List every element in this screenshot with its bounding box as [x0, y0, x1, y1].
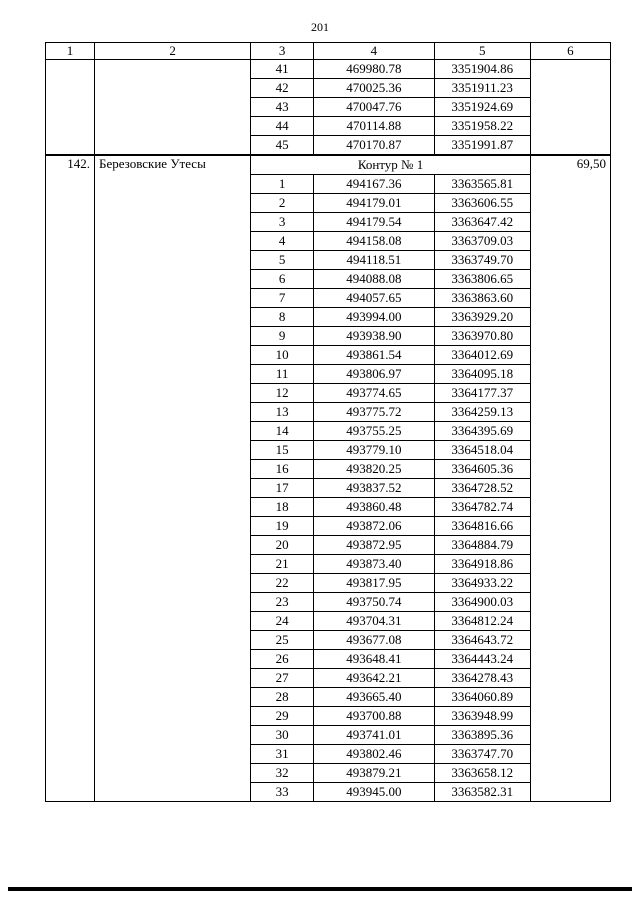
coord-x: 470047.76: [313, 98, 434, 117]
point-number: 9: [251, 327, 314, 346]
coord-y: 3363606.55: [434, 194, 530, 213]
point-number: 26: [251, 650, 314, 669]
coord-x: 493945.00: [313, 783, 434, 802]
coord-y: 3351958.22: [434, 117, 530, 136]
point-number: 25: [251, 631, 314, 650]
coord-y: 3364812.24: [434, 612, 530, 631]
coord-y: 3364900.03: [434, 593, 530, 612]
section-row: [46, 155, 611, 175]
section-number: 142.: [46, 155, 95, 802]
coord-x: 493860.48: [313, 498, 434, 517]
coord-x: 493820.25: [313, 460, 434, 479]
point-number: 42: [251, 79, 314, 98]
point-number: 33: [251, 783, 314, 802]
point-number: 24: [251, 612, 314, 631]
coord-x: 493741.01: [313, 726, 434, 745]
coord-y: 3363747.70: [434, 745, 530, 764]
coord-x: 493817.95: [313, 574, 434, 593]
contour-label: Контур № 1: [251, 155, 530, 175]
coord-y: 3364395.69: [434, 422, 530, 441]
coord-x: 493750.74: [313, 593, 434, 612]
coord-y: 3363658.12: [434, 764, 530, 783]
footer-rule: [8, 887, 632, 891]
coord-x: 493994.00: [313, 308, 434, 327]
coord-y: 3364060.89: [434, 688, 530, 707]
table-row: [46, 60, 611, 79]
coord-y: 3364518.04: [434, 441, 530, 460]
coord-y: 3363709.03: [434, 232, 530, 251]
coord-x: 493704.31: [313, 612, 434, 631]
header-col-4: 4: [313, 43, 434, 60]
point-number: 27: [251, 669, 314, 688]
section-area: 69,50: [530, 155, 610, 802]
point-number: 31: [251, 745, 314, 764]
coord-x: 494179.01: [313, 194, 434, 213]
cont-section-area: [530, 60, 610, 156]
coord-x: 470114.88: [313, 117, 434, 136]
coord-y: 3363806.65: [434, 270, 530, 289]
coord-y: 3364259.13: [434, 403, 530, 422]
coord-y: 3363929.20: [434, 308, 530, 327]
point-number: 21: [251, 555, 314, 574]
point-number: 17: [251, 479, 314, 498]
coord-x: 493872.06: [313, 517, 434, 536]
coord-y: 3351991.87: [434, 136, 530, 156]
coord-y: 3364605.36: [434, 460, 530, 479]
coord-x: 493775.72: [313, 403, 434, 422]
point-number: 16: [251, 460, 314, 479]
coord-x: 493700.88: [313, 707, 434, 726]
point-number: 8: [251, 308, 314, 327]
coord-x: 493779.10: [313, 441, 434, 460]
point-number: 11: [251, 365, 314, 384]
point-number: 7: [251, 289, 314, 308]
page-number: 201: [311, 20, 329, 34]
point-number: 44: [251, 117, 314, 136]
header-col-1: 1: [46, 43, 95, 60]
coord-x: 494167.36: [313, 175, 434, 194]
coord-y: 3364918.86: [434, 555, 530, 574]
coord-x: 469980.78: [313, 60, 434, 79]
coord-y: 3363948.99: [434, 707, 530, 726]
coord-y: 3363647.42: [434, 213, 530, 232]
point-number: 45: [251, 136, 314, 156]
coord-y: 3364884.79: [434, 536, 530, 555]
point-number: 32: [251, 764, 314, 783]
cont-section-name: [94, 60, 250, 156]
coord-x: 493872.95: [313, 536, 434, 555]
coord-y: 3364933.22: [434, 574, 530, 593]
coord-x: 493648.41: [313, 650, 434, 669]
coord-x: 493861.54: [313, 346, 434, 365]
coord-x: 493806.97: [313, 365, 434, 384]
point-number: 41: [251, 60, 314, 79]
coord-y: 3364012.69: [434, 346, 530, 365]
point-number: 23: [251, 593, 314, 612]
coord-x: 493873.40: [313, 555, 434, 574]
cont-section-number: [46, 60, 95, 156]
coord-x: 494057.65: [313, 289, 434, 308]
point-number: 29: [251, 707, 314, 726]
coord-x: 494088.08: [313, 270, 434, 289]
point-number: 10: [251, 346, 314, 365]
coord-x: 470170.87: [313, 136, 434, 156]
coord-x: 493879.21: [313, 764, 434, 783]
point-number: 18: [251, 498, 314, 517]
table-header-row: [46, 43, 611, 60]
point-number: 5: [251, 251, 314, 270]
coord-x: 470025.36: [313, 79, 434, 98]
coord-x: 493642.21: [313, 669, 434, 688]
point-number: 2: [251, 194, 314, 213]
coord-y: 3364816.66: [434, 517, 530, 536]
point-number: 6: [251, 270, 314, 289]
coord-y: 3364643.72: [434, 631, 530, 650]
coord-y: 3351911.23: [434, 79, 530, 98]
coord-y: 3364443.24: [434, 650, 530, 669]
coord-y: 3363895.36: [434, 726, 530, 745]
point-number: 19: [251, 517, 314, 536]
coord-x: 493774.65: [313, 384, 434, 403]
point-number: 28: [251, 688, 314, 707]
point-number: 30: [251, 726, 314, 745]
coord-y: 3364278.43: [434, 669, 530, 688]
coord-x: 494179.54: [313, 213, 434, 232]
table-body: [46, 60, 611, 802]
section-name: Березовские Утесы: [94, 155, 250, 802]
point-number: 15: [251, 441, 314, 460]
coord-x: 493938.90: [313, 327, 434, 346]
point-number: 13: [251, 403, 314, 422]
header-col-5: 5: [434, 43, 530, 60]
coord-y: 3351924.69: [434, 98, 530, 117]
header-col-2: 2: [94, 43, 250, 60]
coord-y: 3363582.31: [434, 783, 530, 802]
coord-y: 3364782.74: [434, 498, 530, 517]
point-number: 3: [251, 213, 314, 232]
coord-x: 493837.52: [313, 479, 434, 498]
point-number: 20: [251, 536, 314, 555]
point-number: 4: [251, 232, 314, 251]
coord-y: 3363749.70: [434, 251, 530, 270]
coord-y: 3351904.86: [434, 60, 530, 79]
coord-x: 493802.46: [313, 745, 434, 764]
coord-y: 3363970.80: [434, 327, 530, 346]
coord-y: 3363565.81: [434, 175, 530, 194]
coord-y: 3363863.60: [434, 289, 530, 308]
coord-x: 493665.40: [313, 688, 434, 707]
point-number: 43: [251, 98, 314, 117]
point-number: 14: [251, 422, 314, 441]
coord-x: 493755.25: [313, 422, 434, 441]
coord-y: 3364177.37: [434, 384, 530, 403]
header-col-6: 6: [530, 43, 610, 60]
coord-y: 3364095.18: [434, 365, 530, 384]
coord-x: 494158.08: [313, 232, 434, 251]
coord-x: 493677.08: [313, 631, 434, 650]
point-number: 22: [251, 574, 314, 593]
point-number: 1: [251, 175, 314, 194]
coordinates-table: [45, 42, 611, 802]
coord-x: 494118.51: [313, 251, 434, 270]
header-col-3: 3: [251, 43, 314, 60]
point-number: 12: [251, 384, 314, 403]
coord-y: 3364728.52: [434, 479, 530, 498]
